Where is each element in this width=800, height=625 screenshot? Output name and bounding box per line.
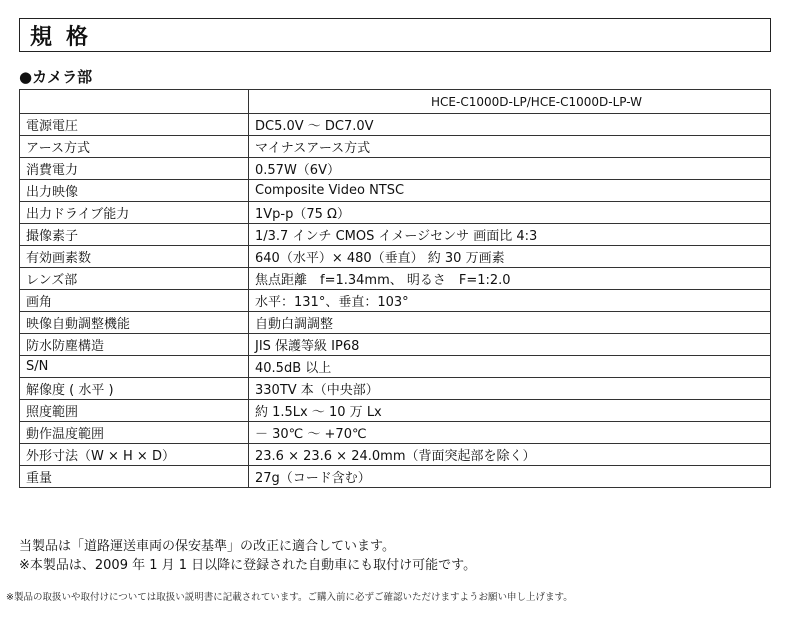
table-row	[20, 312, 771, 334]
spec-label: 出力映像	[20, 180, 249, 202]
spec-value: 23.6 × 23.6 × 24.0mm（背面突起部を除く）	[249, 444, 771, 466]
spec-value: Composite Video NTSC	[249, 180, 771, 202]
table-row	[20, 268, 771, 290]
spec-label: アース方式	[20, 136, 249, 158]
spec-label: 画角	[20, 290, 249, 312]
spec-value: 1Vp-p（75 Ω）	[249, 202, 771, 224]
spec-label: 重量	[20, 466, 249, 488]
spec-label: 有効画素数	[20, 246, 249, 268]
table-row	[20, 466, 771, 488]
spec-value: マイナスアース方式	[249, 136, 771, 158]
model-header: HCE-C1000D-LP/HCE-C1000D-LP-W	[249, 90, 771, 114]
spec-value: 約 1.5Lx ～ 10 万 Lx	[249, 400, 771, 422]
spec-label: S/N	[20, 356, 249, 378]
table-row	[20, 422, 771, 444]
section-heading: ●カメラ部	[19, 68, 93, 86]
table-row	[20, 356, 771, 378]
table-row	[20, 400, 771, 422]
spec-value: 0.57W（6V）	[249, 158, 771, 180]
table-row	[20, 202, 771, 224]
spec-label: レンズ部	[20, 268, 249, 290]
spec-label: 撮像素子	[20, 224, 249, 246]
spec-value: 330TV 本（中央部）	[249, 378, 771, 400]
footnote: ※製品の取扱いや取付けについては取扱い説明書に記載されています。ご購入前に必ずご確認いただけますようお願い申し上げます。	[6, 592, 573, 603]
spec-label: 電源電圧	[20, 114, 249, 136]
table-row	[20, 444, 771, 466]
spec-value: 27g（コード含む）	[249, 466, 771, 488]
note-registration: ※本製品は、2009 年 1 月 1 日以降に登録された自動車にも取付け可能です。	[19, 558, 477, 573]
spec-label: 防水防塵構造	[20, 334, 249, 356]
spec-value: － 30℃ ～ +70℃	[249, 422, 771, 444]
table-row	[20, 114, 771, 136]
spec-value: 自動白調調整	[249, 312, 771, 334]
table-row	[20, 378, 771, 400]
spec-value: 1/3.7 インチ CMOS イメージセンサ 画面比 4:3	[249, 224, 771, 246]
table-row	[20, 290, 771, 312]
table-row	[20, 246, 771, 268]
spec-value: JIS 保護等級 IP68	[249, 334, 771, 356]
table-row	[20, 136, 771, 158]
spec-label: 出力ドライブ能力	[20, 202, 249, 224]
spec-table	[19, 89, 771, 488]
page-title: 規格	[30, 24, 103, 50]
table-row	[20, 158, 771, 180]
spec-label: 映像自動調整機能	[20, 312, 249, 334]
spec-label: 動作温度範囲	[20, 422, 249, 444]
spec-value: 水平：131°、垂直：103°	[249, 290, 771, 312]
table-row	[20, 180, 771, 202]
spec-label: 消費電力	[20, 158, 249, 180]
spec-label: 外形寸法（W × H × D）	[20, 444, 249, 466]
spec-label: 照度範囲	[20, 400, 249, 422]
spec-value: DC5.0V ～ DC7.0V	[249, 114, 771, 136]
note-compliance: 当製品は「道路運送車両の保安基準」の改正に適合しています。	[19, 539, 395, 554]
header-blank-cell	[20, 90, 249, 114]
spec-label: 解像度 ( 水平 )	[20, 378, 249, 400]
notes	[19, 537, 476, 575]
spec-value: 640（水平）× 480（垂直） 約 30 万画素	[249, 246, 771, 268]
spec-value: 40.5dB 以上	[249, 356, 771, 378]
table-row	[20, 224, 771, 246]
page-title-box	[19, 18, 771, 52]
table-row	[20, 334, 771, 356]
table-header-row	[20, 90, 771, 114]
spec-value: 焦点距離 f=1.34mm、 明るさ F=1:2.0	[249, 268, 771, 290]
